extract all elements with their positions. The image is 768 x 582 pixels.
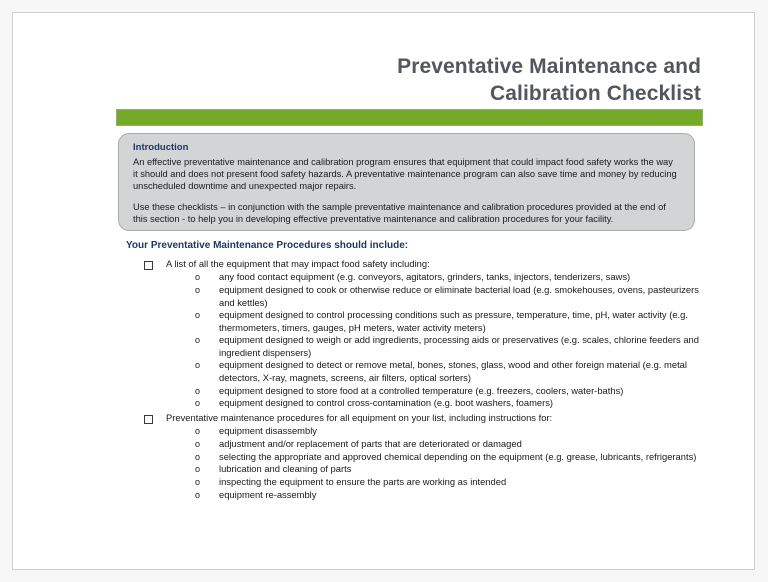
list-item xyxy=(195,397,706,409)
list-item-text: adjustment and/or replacement of parts that are deteriorated or damaged xyxy=(219,437,522,449)
list-item-text: any food contact equipment (e.g. conveyors, agitators, grinders, tanks, injectors, tenderizers, saws) xyxy=(219,271,631,283)
introduction-paragraph-1: An effective preventative maintenance and calibration program ensures that equipment that could impact food safety works the way it should and does not present food safety hazards. A preventative maintenance program can also save time and money by reducing unscheduled downtime and unexpected major repairs. xyxy=(133,157,677,192)
list-item xyxy=(195,489,706,501)
circle-bullet-icon: o xyxy=(195,385,201,396)
circle-bullet-icon: o xyxy=(195,438,201,449)
checklist-item-label: A list of all the equipment that may impact food safety including: xyxy=(166,258,430,269)
circle-bullet-icon: o xyxy=(195,426,201,437)
list-item xyxy=(195,334,706,359)
list-item xyxy=(195,309,706,334)
checklist xyxy=(126,258,706,503)
circle-bullet-icon: o xyxy=(195,310,201,321)
document-page xyxy=(12,12,755,570)
list-item xyxy=(195,284,706,309)
circle-bullet-icon: o xyxy=(195,360,201,371)
checklist-section-heading: Your Preventative Maintenance Procedures should include: xyxy=(126,240,409,251)
list-item-text: equipment re-assembly xyxy=(219,489,317,501)
page-title-line-1: Preventative Maintenance and xyxy=(397,55,701,78)
list-item-text: equipment designed to detect or remove metal, bones, stones, glass, wood and other foreign material (e.g. metal detectors, X-ray, magnets, screens, air filters, optical sorters) xyxy=(219,359,687,383)
circle-bullet-icon: o xyxy=(195,335,201,346)
circle-bullet-icon: o xyxy=(195,285,201,296)
list-item xyxy=(195,271,706,283)
list-item xyxy=(195,476,706,488)
list-item-text: lubrication and cleaning of parts xyxy=(219,463,352,475)
introduction-paragraph-2: Use these checklists – in conjunction with the sample preventative maintenance and calibration procedures provided at the end of this section - to help you in developing effective preventative maintenance and calibration procedures for your facility. xyxy=(133,201,666,224)
checklist-item-label: Preventative maintenance procedures for all equipment on your list, including instructions for: xyxy=(166,411,553,423)
accent-bar xyxy=(116,109,703,126)
circle-bullet-icon: o xyxy=(195,477,201,488)
introduction-panel xyxy=(118,133,695,231)
list-item-text: equipment disassembly xyxy=(219,425,317,437)
list-item xyxy=(195,359,706,384)
checkbox-icon[interactable] xyxy=(144,261,153,270)
checklist-item[interactable] xyxy=(126,258,706,410)
list-item xyxy=(195,425,706,437)
page-title xyxy=(193,53,701,107)
list-item-text: selecting the appropriate and approved chemical depending on the equipment (e.g. grease, lubricants, refrigerants) xyxy=(219,450,697,462)
checklist-sublist xyxy=(148,425,706,501)
checkbox-icon[interactable] xyxy=(144,415,153,424)
checklist-sublist xyxy=(148,271,706,409)
circle-bullet-icon: o xyxy=(195,464,201,475)
circle-bullet-icon: o xyxy=(195,272,201,283)
page-title-line-2: Calibration Checklist xyxy=(490,82,701,105)
list-item xyxy=(195,463,706,475)
list-item-text: equipment designed to weigh or add ingredients, processing aids or preservatives (e.g. scales, chlorine feeders and ingredient dispensers) xyxy=(219,334,699,358)
list-item xyxy=(195,451,706,463)
list-item-text: equipment designed to control cross-contamination (e.g. boot washers, foamers) xyxy=(219,397,554,409)
list-item-text: equipment designed to cook or otherwise reduce or eliminate bacterial load (e.g. smokehouses, ovens, pasteurizers and kettles) xyxy=(219,284,699,308)
list-item-text: equipment designed to store food at a controlled temperature (e.g. freezers, coolers, water-baths) xyxy=(219,384,624,396)
list-item xyxy=(195,385,706,397)
circle-bullet-icon: o xyxy=(195,490,201,501)
circle-bullet-icon: o xyxy=(195,398,201,409)
circle-bullet-icon: o xyxy=(195,451,201,462)
list-item-text: equipment designed to control processing conditions such as pressure, temperature, time, pH, water activity (e.g. thermometers, timers, gauges, pH meters, water activity meters) xyxy=(219,309,688,333)
introduction-heading: Introduction xyxy=(133,142,189,153)
list-item xyxy=(195,438,706,450)
checklist-item[interactable] xyxy=(126,412,706,502)
list-item-text: inspecting the equipment to ensure the parts are working as intended xyxy=(219,476,507,488)
